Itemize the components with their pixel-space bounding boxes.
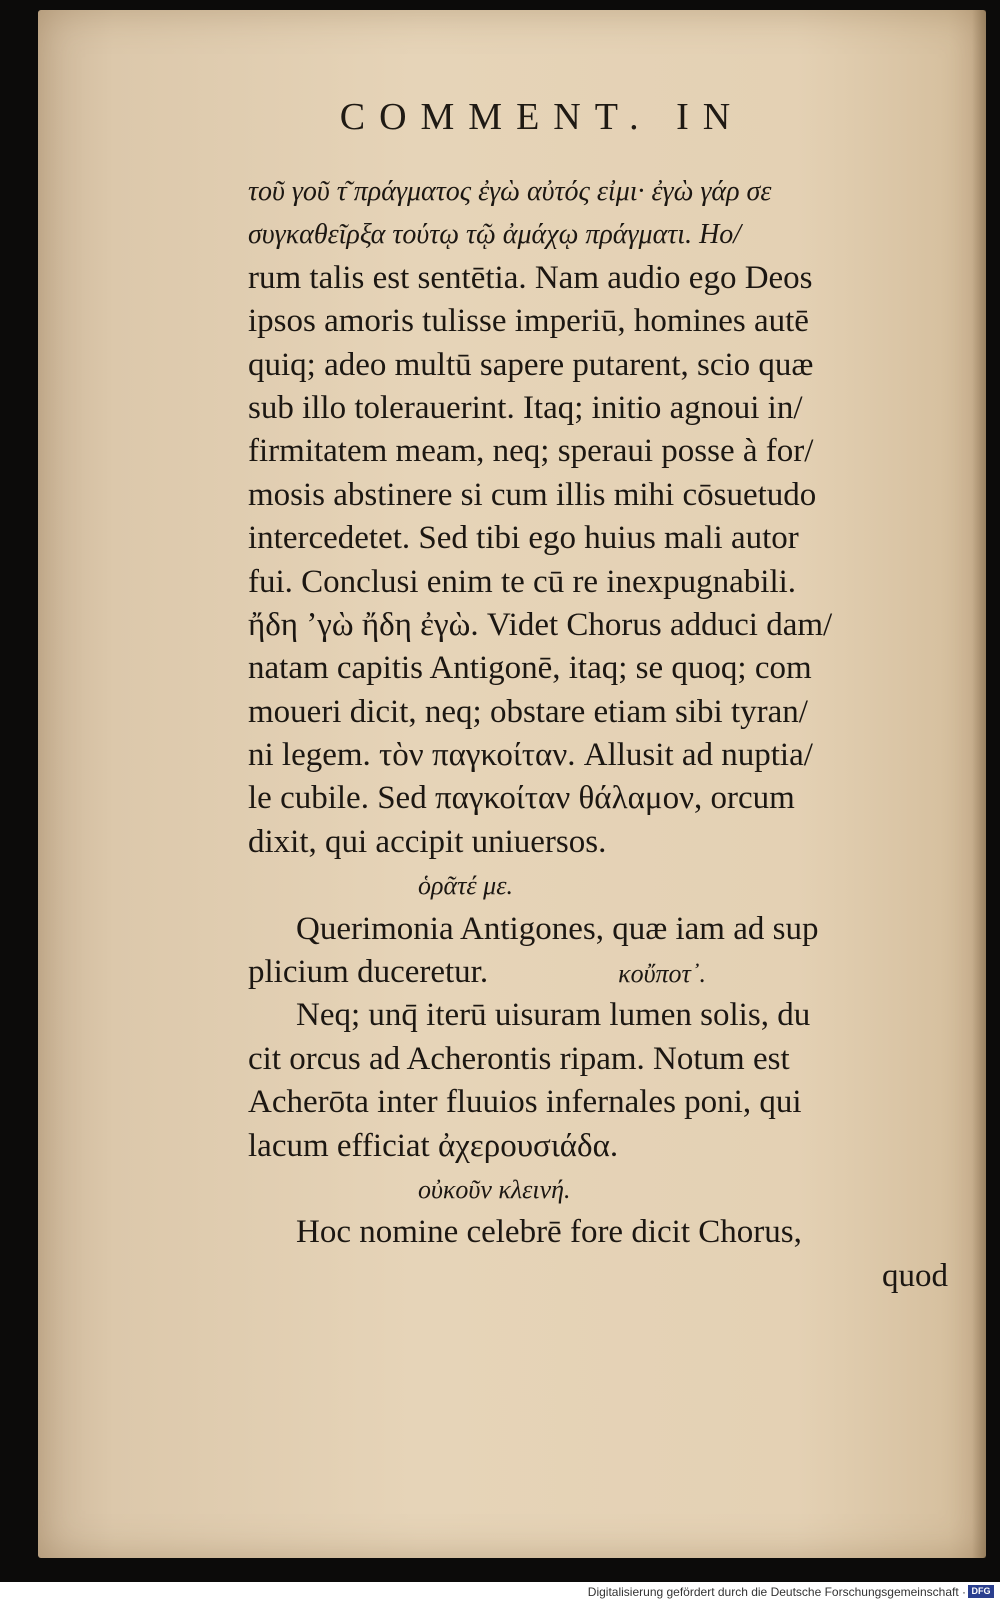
text-line xyxy=(248,430,948,473)
text-line xyxy=(248,951,948,994)
line-text: fui. Conclusi enim te cū re inexpugnabili. xyxy=(248,563,797,600)
line-text: ἤδη ʼγὼ ἤδη ἐγὼ. Videt Chorus adduci dam/ xyxy=(248,606,833,643)
line-text: Querimonia Antigones, quæ iam ad sup xyxy=(296,910,819,947)
line-text: firmitatem meam, neq; speraui posse à for/ xyxy=(248,433,814,470)
line-text: sub illo tolerauerint. Itaq; initio agnoui in/ xyxy=(248,389,803,426)
line-text: rum talis est sentētia. Nam audio ego Deos xyxy=(248,259,813,296)
text-line xyxy=(248,908,948,951)
line-text: quod xyxy=(882,1257,948,1294)
text-line xyxy=(248,474,948,517)
funding-credit: Digitalisierung gefördert durch die Deutsche Forschungsgemeinschaft · xyxy=(587,1585,966,1599)
line-text: Acherōta inter fluuios infernales poni, qui xyxy=(248,1084,802,1121)
text-line xyxy=(248,1168,948,1211)
greek-cue: κοὔποτ᾽. xyxy=(618,959,706,989)
line-text: le cubile. Sed παγκοίταν θάλαμον, orcum xyxy=(248,780,795,817)
line-text: Neq; unq̄ iterū uisuram lumen solis, du xyxy=(296,997,811,1034)
line-text: mosis abstinere si cum illis mihi cōsuetudo xyxy=(248,476,817,513)
text-line xyxy=(248,864,948,907)
line-text: lacum efficiat ἀχερουσιάδα. xyxy=(248,1127,619,1164)
line-text: οὐκοῦν κλεινή. xyxy=(418,1174,571,1204)
running-header: COMMENT. IN xyxy=(339,96,745,138)
text-line xyxy=(248,1038,948,1081)
text-line xyxy=(248,1211,948,1254)
page-edge-shadow xyxy=(972,10,986,1558)
line-text: intercedetet. Sed tibi ego huius mali autor xyxy=(248,520,799,557)
text-line xyxy=(248,300,948,343)
line-text: dixit, qui accipit uniuersos. xyxy=(248,823,607,860)
text-line xyxy=(248,777,948,820)
text-line xyxy=(248,647,948,690)
text-line xyxy=(248,994,948,1037)
text-line xyxy=(248,517,948,560)
footer-bar xyxy=(0,1582,1000,1601)
text-block xyxy=(248,170,948,1298)
line-text: natam capitis Antigonē, itaq; se quoq; com xyxy=(248,650,812,687)
line-text: cit orcus ad Acherontis ripam. Notum est xyxy=(248,1040,790,1077)
line-text: ni legem. τὸν παγκοίταν. Allusit ad nuptia/ xyxy=(248,737,813,774)
line-text: Hoc nomine celebrē fore dicit Chorus, xyxy=(296,1214,802,1251)
text-line xyxy=(248,344,948,387)
line-text: plicium duceretur. xyxy=(248,954,489,991)
text-line xyxy=(248,213,948,256)
text-line xyxy=(248,387,948,430)
text-line xyxy=(248,257,948,300)
line-text: τοῦ γοῦ τ͂ πράγματος ἐγὼ αὐτός εἰμι· ἐγὼ γάρ σε xyxy=(248,176,772,207)
text-line xyxy=(248,604,948,647)
text-line xyxy=(248,691,948,734)
text-line xyxy=(248,561,948,604)
line-text: ipsos amoris tulisse imperiū, homines autē xyxy=(248,303,809,340)
text-line xyxy=(248,170,948,213)
line-text: συγκαθεῖρξα τούτῳ τῷ ἀμάχῳ πράγματι. Ho/ xyxy=(248,219,742,251)
text-line xyxy=(248,1255,948,1298)
text-line xyxy=(248,734,948,777)
line-text: moueri dicit, neq; obstare etiam sibi tyran/ xyxy=(248,693,808,730)
text-line xyxy=(248,1125,948,1168)
line-text: quiq; adeo multū sapere putarent, scio quæ xyxy=(248,346,814,383)
book-page xyxy=(38,10,986,1558)
line-text: ὁρᾶτέ με. xyxy=(418,871,513,901)
dfg-logo: DFG xyxy=(968,1585,994,1598)
text-line xyxy=(248,1081,948,1124)
text-line xyxy=(248,821,948,864)
